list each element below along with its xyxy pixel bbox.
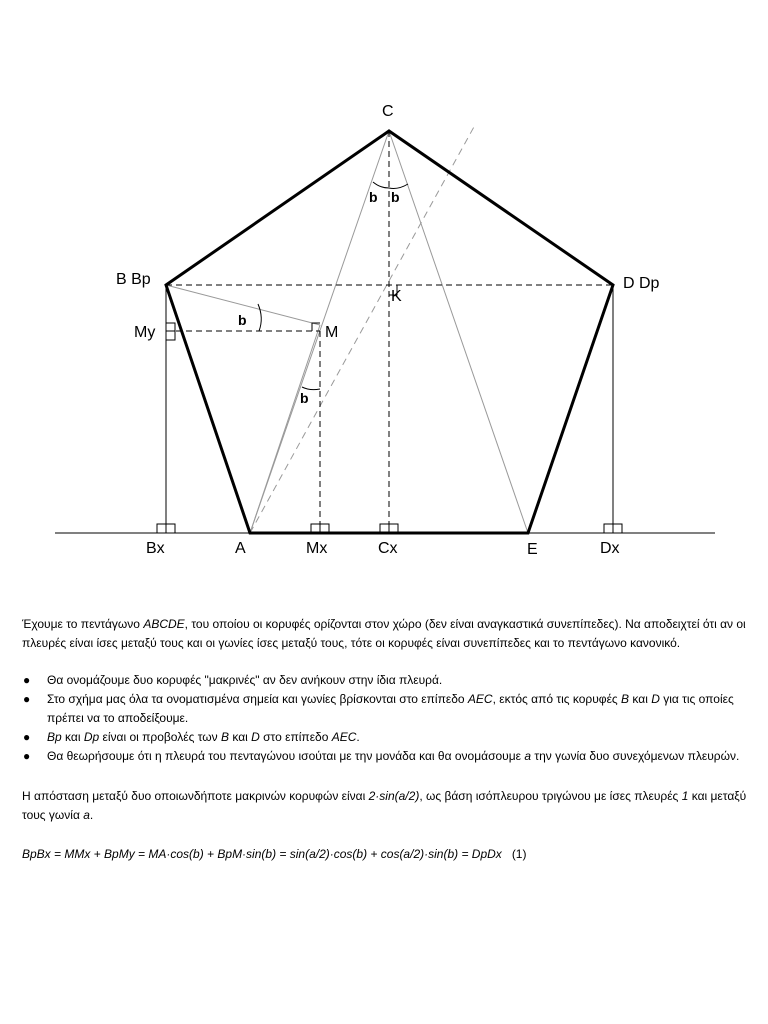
label-D: D Dp <box>623 275 660 292</box>
label-Bx: Bx <box>146 540 165 557</box>
angle-arcs <box>258 182 408 390</box>
bullet-dot: ● <box>23 749 31 763</box>
label-K: K <box>391 288 402 305</box>
construction-lines <box>166 131 528 533</box>
formula-expression: BpBx = MMx + BpMy = MA·cos(b) + BpM·sin(b) = sin(a/2)·cos(b) + cos(a/2)·sin(b) = DpDx <box>22 847 502 861</box>
angle-label-b-mid: b <box>238 312 247 328</box>
label-C: C <box>382 103 394 120</box>
label-Dx: Dx <box>600 540 620 557</box>
list-item: ● Στο σχήμα μας όλα τα ονοματισμένα σημεία και γωνίες βρίσκονται στο επίπεδο AEC, εκτός από τις κορυφές B και D για τις οποίες πρέπει να το αποδείξουμε. <box>23 692 734 725</box>
label-M: M <box>325 324 339 341</box>
dashed-lines <box>166 131 613 533</box>
distance-paragraph: Η απόσταση μεταξύ δυο οποιωνδήποτε μακρινών κορυφών είναι 2·sin(a/2), ως βάση ισόπλευρου τριγώνου με ίσες πλευρές 1 και μεταξύ τους γωνία a. <box>22 789 747 822</box>
bullet-dot: ● <box>23 730 31 744</box>
label-Cx: Cx <box>378 540 398 557</box>
proof-text <box>22 615 750 864</box>
label-A: A <box>235 540 246 557</box>
label-My: My <box>134 324 156 341</box>
label-B: B Bp <box>116 271 151 288</box>
list-item: ● Θα θεωρήσουμε ότι η πλευρά του πενταγώνου ισούται με την μονάδα και θα ονομάσουμε a την γωνία δυο συνεχόμενων πλευρών. <box>22 747 750 766</box>
bullet-dot: ● <box>23 673 31 687</box>
angle-label-b-top-right: b <box>391 189 400 205</box>
label-E: E <box>527 541 538 558</box>
bullet-dot: ● <box>23 692 31 706</box>
dashed-diagonal <box>250 125 475 533</box>
list-item: ● Bp και Dp είναι οι προβολές των B και D στο επίπεδο AEC. <box>22 728 750 747</box>
label-Mx: Mx <box>306 540 328 557</box>
intro-paragraph: Έχουμε το πεντάγωνο ABCDE, του οποίου οι κορυφές ορίζονται στον χώρο (δεν είναι αναγκαστικά συνεπίπεδες). Να αποδειχτεί ότι αν οι πλευρές είναι ίσες μεταξύ τους και οι γωνίες ίσες μεταξύ τους, τότε οι κορυφές είναι συνεπίπεδες και το πεντάγωνο κανονικό. <box>22 617 746 650</box>
angle-label-b-top-left: b <box>369 189 378 205</box>
formula-line <box>22 845 750 864</box>
list-item: ● Θα ονομάζουμε δυο κορυφές "μακρινές" αν δεν ανήκουν στην ίδια πλευρά. <box>22 671 750 690</box>
formula-tag: (1) <box>511 847 527 861</box>
bullet-list <box>22 671 750 766</box>
angle-label-b-low: b <box>300 390 309 406</box>
